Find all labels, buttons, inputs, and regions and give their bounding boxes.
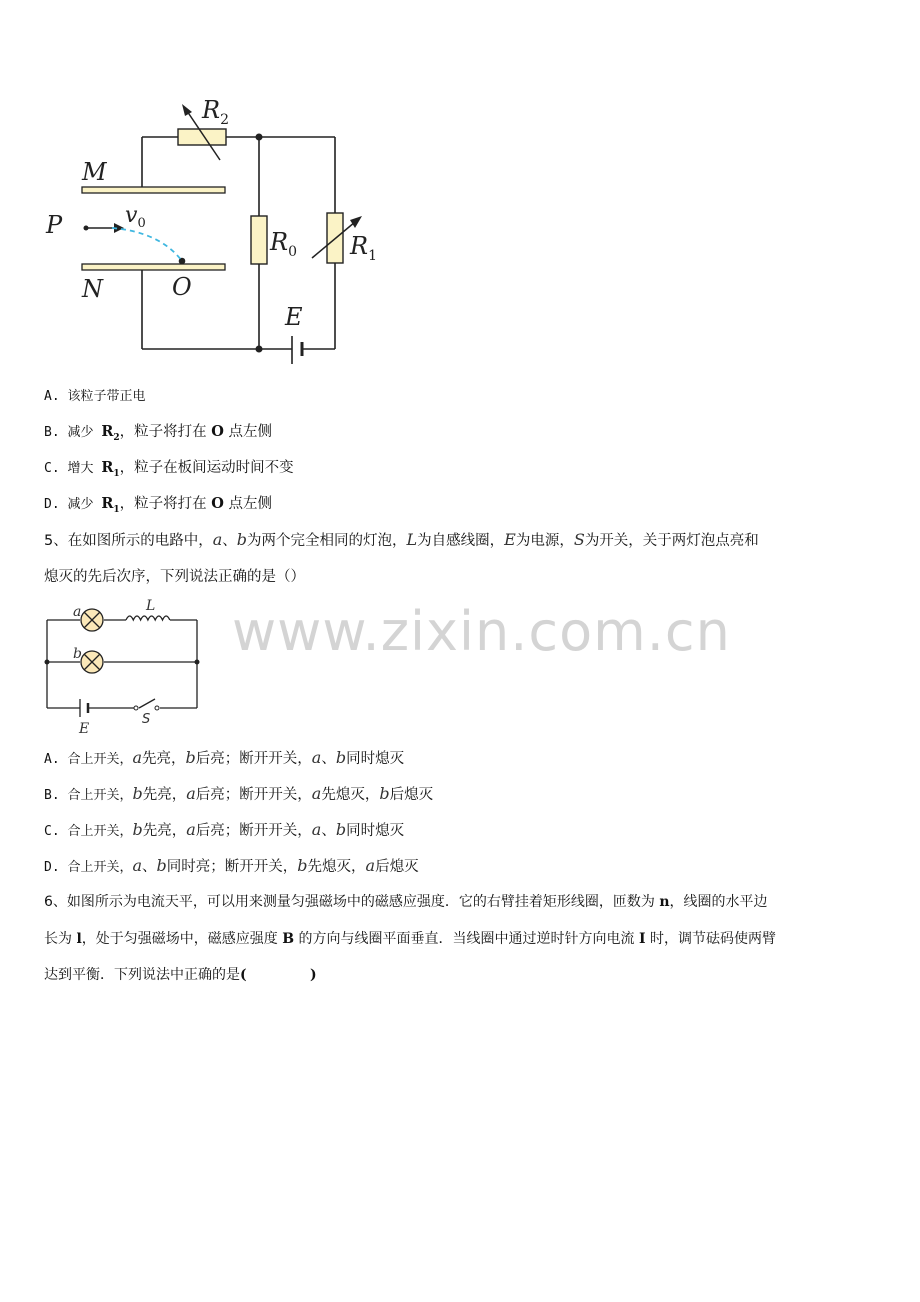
label-p: P bbox=[46, 211, 63, 239]
lamp-b bbox=[81, 651, 103, 673]
label-o: O bbox=[172, 273, 192, 301]
resistor-r0 bbox=[251, 216, 267, 264]
label-e2: E bbox=[79, 721, 90, 737]
label-v0: $v_0$ bbox=[125, 203, 146, 231]
watermark: www.zixin.com.cn bbox=[232, 600, 731, 663]
q4-option-b: B. 减少 $R_2$，粒子将打在 O 点左侧 bbox=[44, 423, 272, 443]
q6-question-line-3: 达到平衡．下列说法中正确的是( ) bbox=[44, 967, 317, 983]
circuit-diagram-1 bbox=[0, 0, 420, 380]
label-a: a bbox=[73, 604, 82, 620]
circuit-diagram-2 bbox=[0, 590, 220, 740]
label-m: M bbox=[82, 158, 107, 186]
lamp-a bbox=[81, 609, 103, 631]
q5-option-a: A. 合上开关，a先亮，b后亮；断开开关，a、b同时熄灭 bbox=[44, 748, 405, 767]
plate-n bbox=[82, 264, 225, 270]
q6-question-line-2: 长为 l，处于匀强磁场中，磁感应强度 B 的方向与线圈平面垂直．当线圈中通过逆时针方向电流 I 时，调节砝码使两臂 bbox=[44, 931, 776, 947]
q6-question-line-1: 6、如图所示为电流天平，可以用来测量匀强磁场中的磁感应强度．它的右臂挂着矩形线圈，匝数为 n，线圈的水平边 bbox=[44, 894, 768, 910]
q4-option-d: D. 减少 $R_1$，粒子将打在 O 点左侧 bbox=[44, 495, 272, 515]
q5-option-d: D. 合上开关，a、b同时亮；断开开关，b先熄灭，a后熄灭 bbox=[44, 856, 419, 875]
label-r0: $R_0$ bbox=[270, 228, 297, 260]
q5-question-line-1: 5、在如图所示的电路中，a、b为两个完全相同的灯泡，L为自感线圈，E为电源，S为开关，关于两灯泡点亮和 bbox=[44, 530, 759, 549]
label-r1: $R_1$ bbox=[350, 232, 377, 264]
q5-option-b: B. 合上开关，b先亮，a后亮；断开开关，a先熄灭，b后熄灭 bbox=[44, 784, 434, 803]
q4-option-c: C. 增大 $R_1$，粒子在板间运动时间不变 bbox=[44, 459, 294, 479]
particle-trajectory bbox=[112, 228, 182, 261]
q5-question-line-2: 熄灭的先后次序，下列说法正确的是（） bbox=[44, 569, 305, 585]
label-r2: $R_2$ bbox=[202, 96, 229, 128]
label-n: N bbox=[82, 275, 103, 303]
label-e: E bbox=[285, 303, 303, 331]
label-l: L bbox=[146, 598, 156, 614]
label-b: b bbox=[73, 646, 82, 662]
plate-m bbox=[82, 187, 225, 193]
resistor-r2 bbox=[178, 129, 226, 145]
q4-option-a: A. 该粒子带正电 bbox=[44, 389, 146, 404]
label-s: S bbox=[142, 712, 151, 727]
q5-option-c: C. 合上开关，b先亮，a后亮；断开开关，a、b同时熄灭 bbox=[44, 820, 405, 839]
